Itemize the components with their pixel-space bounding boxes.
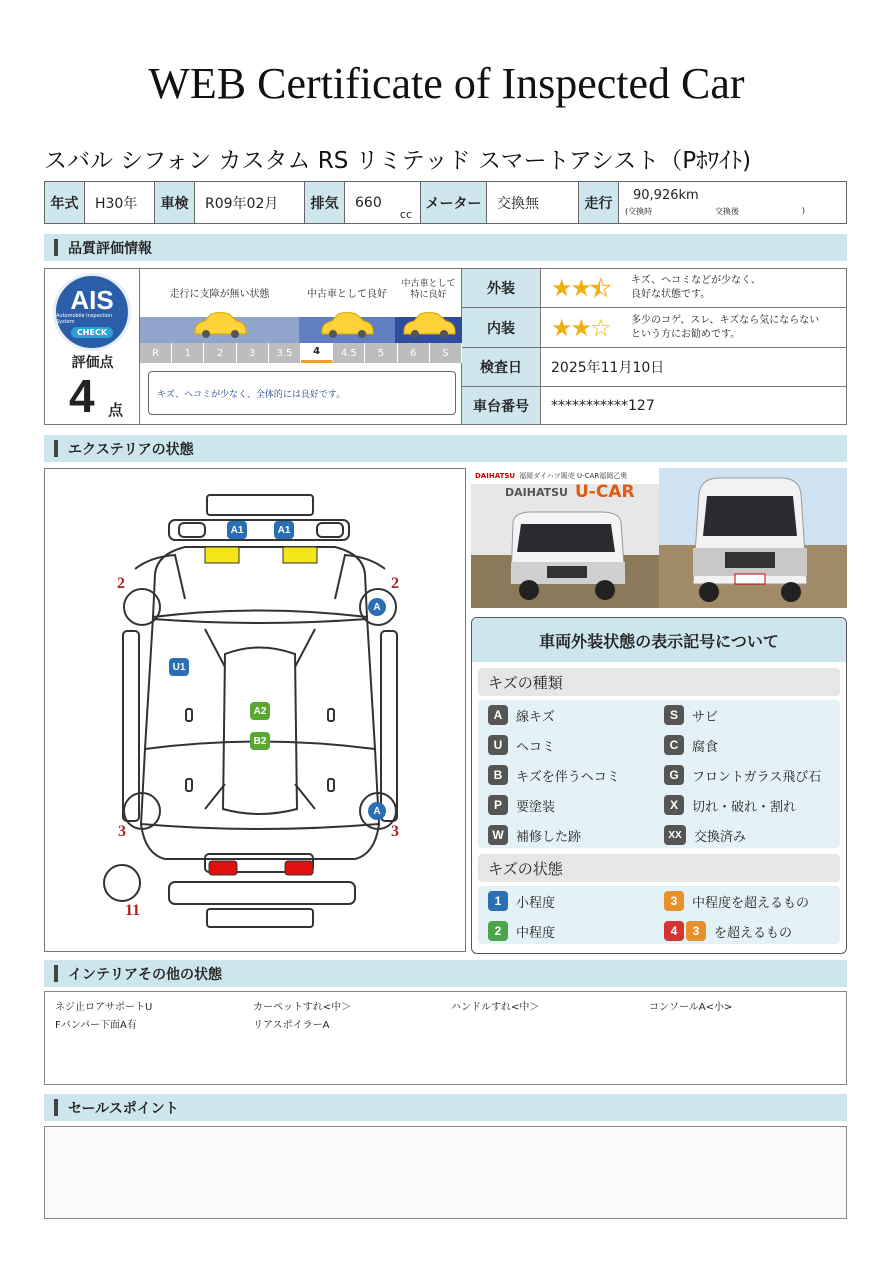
legend-state-item — [488, 920, 664, 942]
section-interior: インテリアその他の状態 — [44, 960, 847, 987]
interior-item: ハンドルすれ<中＞ — [451, 1002, 540, 1013]
damage-mark: A1 — [227, 521, 247, 539]
banner-brand: DAIHATSU — [475, 472, 516, 480]
photo-front — [659, 468, 847, 608]
score-value: 4 — [69, 370, 95, 422]
page-title: WEB Certificate of Inspected Car — [148, 59, 745, 108]
car-photos — [471, 468, 847, 608]
exterior-stars — [551, 276, 631, 300]
mileage-note-after: 交換後 — [715, 207, 739, 216]
legend-kind-label: キズを伴うヘコミ — [516, 769, 620, 785]
legend-code-badge: X — [664, 795, 684, 815]
spec-table — [44, 181, 847, 224]
car-icon — [191, 309, 249, 339]
section-quality: 品質評価情報 — [44, 234, 847, 261]
legend-kind-label: 腐食 — [692, 739, 719, 755]
ais-logo — [53, 273, 131, 351]
scale-col-ok — [140, 269, 299, 343]
exterior-note-line2: 良好な状態です。 — [631, 289, 711, 300]
legend-code-badge: C — [664, 735, 684, 755]
photo-front-left — [471, 468, 659, 608]
chassis-row — [462, 387, 847, 424]
legend-state-item — [664, 920, 840, 942]
star-icon: ★ — [551, 274, 571, 302]
interior-note-line2: という方にお勧めです。 — [631, 328, 741, 340]
legend-kind-label: フロントガラス飛び石 — [692, 769, 822, 785]
interior-label: 内装 — [462, 308, 541, 347]
grade-step: S — [430, 343, 462, 363]
damage-mark: A — [368, 598, 386, 616]
car-damage-diagram — [44, 468, 466, 952]
car-photo-icon — [685, 474, 815, 606]
banner-text: 福岡ダイハツ販売 U-CAR福岡乙奥 — [519, 472, 628, 480]
displacement-unit: cc — [399, 208, 412, 221]
exterior-note-line1: キズ、ヘコミなどが少なく、 — [631, 275, 761, 286]
legend-kind-item — [488, 704, 664, 726]
legend-kind-item — [664, 794, 840, 816]
legend-code-badge: B — [488, 765, 508, 785]
legend-kind-label: 補修した跡 — [516, 829, 582, 845]
date-value: 2025年11月10日 — [551, 360, 665, 376]
legend-states — [478, 886, 840, 944]
legend-code-badge: W — [488, 825, 508, 845]
damage-mark: B2 — [250, 732, 270, 750]
grade-step: 4.5 — [333, 343, 365, 363]
inspection-value: R09年02月 — [195, 182, 305, 223]
quality-table — [462, 269, 847, 424]
legend-level-badge: 1 — [488, 891, 508, 911]
mileage-note — [625, 206, 805, 217]
star-icon: ★ — [570, 274, 591, 302]
interior-item: カーペットすれ<中＞ — [253, 1002, 352, 1013]
scale-col-good — [299, 269, 395, 343]
legend-state-item — [664, 890, 840, 912]
scale-header-ok: 走行に支障が無い状態 — [169, 289, 270, 300]
scale-header-best: 中古車として特に良好 — [401, 279, 456, 300]
damage-legend — [471, 617, 847, 954]
star-icon: ★ — [590, 274, 610, 302]
legend-state-label: 中程度を超えるもの — [692, 895, 810, 911]
exterior-row — [462, 269, 847, 308]
section-sales: セールスポイント — [44, 1094, 847, 1121]
section-exterior: エクステリアの状態 — [44, 435, 847, 462]
meter-label: メーター — [421, 182, 487, 223]
grade-comment: キズ、ヘコミが少なく、全体的には良好です。 — [148, 371, 456, 415]
legend-state-title: キズの状態 — [478, 854, 840, 882]
legend-kind-item — [488, 764, 664, 786]
interior-item: コンソールA<小> — [649, 1002, 733, 1013]
legend-kind-label: 交換済み — [694, 829, 747, 845]
damage-mark: A — [368, 802, 386, 820]
score-unit: 点 — [108, 401, 124, 419]
mileage-note-exchange: (交換時 — [625, 207, 653, 216]
legend-kind-item — [488, 824, 664, 846]
legend-code-badge: G — [664, 765, 684, 785]
inspection-label: 車検 — [155, 182, 195, 223]
mileage-label: 走行 — [579, 182, 619, 223]
legend-code-badge: S — [664, 705, 684, 725]
damage-mark: A1 — [274, 521, 294, 539]
date-row — [462, 348, 847, 387]
legend-level-badge: 3 — [686, 921, 706, 941]
quality-panel — [44, 268, 847, 425]
legend-level-badge: 4 — [664, 921, 684, 941]
damage-number: 3 — [391, 823, 399, 840]
legend-kind-label: サビ — [692, 709, 719, 725]
interior-items — [55, 998, 845, 1031]
legend-level-badge: 2 — [488, 921, 508, 941]
meter-value: 交換無 — [487, 182, 579, 223]
year-label: 年式 — [45, 182, 85, 223]
interior-item: ネジ止ロアサポートU — [55, 1002, 153, 1013]
exterior-label: 外装 — [462, 269, 541, 307]
grade-step: 2 — [204, 343, 236, 363]
interior-panel — [44, 991, 847, 1085]
legend-state-item — [488, 890, 664, 912]
scale-header-good: 中古車として良好 — [307, 289, 387, 300]
damage-number: 2 — [117, 575, 125, 592]
chassis-label: 車台番号 — [462, 387, 541, 424]
interior-note — [631, 314, 819, 342]
displacement-cell — [345, 182, 421, 223]
car-icon — [400, 309, 458, 339]
sales-point-panel — [44, 1126, 847, 1219]
damage-mark: U1 — [169, 658, 189, 676]
legend-kind-label: 要塗装 — [516, 799, 556, 815]
legend-kind-item — [664, 704, 840, 726]
interior-item: Fバンパー下面A有 — [55, 1020, 137, 1031]
legend-kind-item — [664, 734, 840, 756]
ais-logo-small: Automobile Inspection System — [56, 312, 112, 325]
damage-mark: A2 — [250, 702, 270, 720]
star-icon: ★ — [551, 313, 571, 342]
legend-state-label: 中程度 — [516, 925, 556, 941]
legend-code-badge: XX — [664, 825, 686, 845]
star-icon: ☆ — [590, 313, 610, 342]
legend-level-badge: 3 — [664, 891, 684, 911]
chassis-value: ***********127 — [551, 397, 655, 414]
scale-col-best — [395, 269, 462, 343]
legend-code-badge: U — [488, 735, 508, 755]
grade-steps — [140, 343, 462, 363]
year-value: H30年 — [85, 182, 155, 223]
damage-number: 2 — [391, 575, 399, 592]
legend-state-label: 小程度 — [516, 895, 556, 911]
legend-kind-item — [488, 794, 664, 816]
mileage-note-close: ) — [801, 206, 805, 215]
grade-step: R — [140, 343, 172, 363]
legend-kind-item — [488, 734, 664, 756]
legend-state-label: を超えるもの — [714, 925, 793, 941]
grade-step: 6 — [398, 343, 430, 363]
legend-title: 車両外装状態の表示記号について — [472, 618, 846, 662]
car-icon — [318, 309, 376, 339]
ais-logo-text: AIS — [70, 284, 114, 315]
mileage-value: 90,926km — [633, 188, 699, 203]
displacement-value: 660 — [355, 194, 382, 211]
legend-kind-label: ヘコミ — [516, 739, 556, 755]
interior-item: リアスポイラーA — [253, 1020, 330, 1031]
grade-scale — [140, 269, 462, 424]
date-label: 検査日 — [462, 348, 541, 386]
legend-kind-title: キズの種類 — [478, 668, 840, 696]
sign-ucar: U-CAR — [575, 482, 635, 502]
damage-number: 11 — [125, 902, 141, 919]
grade-step: 3 — [237, 343, 269, 363]
legend-kind-item — [664, 764, 840, 786]
car-name: スバル シフォン カスタム RS リミテッド スマートアシスト（Pﾎﾜｲﾄ) — [44, 148, 752, 174]
grade-step: 1 — [172, 343, 204, 363]
damage-number: 3 — [118, 823, 126, 840]
legend-code-badge: P — [488, 795, 508, 815]
ais-box — [45, 269, 140, 424]
grade-step: 5 — [365, 343, 397, 363]
displacement-label: 排気 — [305, 182, 345, 223]
grade-step: 3.5 — [269, 343, 301, 363]
score-label: 評価点 — [71, 355, 114, 371]
legend-kind-item — [664, 824, 840, 846]
interior-stars — [551, 313, 631, 342]
sign-brand: DAIHATSU — [505, 486, 568, 499]
star-icon: ★ — [570, 313, 591, 342]
legend-kinds — [478, 700, 840, 848]
car-photo-icon — [501, 504, 631, 602]
legend-kind-label: 線キズ — [516, 709, 555, 725]
ais-check-badge: CHECK — [71, 327, 113, 338]
mileage-cell — [619, 182, 846, 223]
grade-step: 4 — [301, 343, 333, 363]
exterior-note — [631, 274, 761, 302]
interior-note-line1: 多少のコゲ、スレ、キズなら気にならない — [631, 314, 820, 326]
legend-kind-label: 切れ・破れ・割れ — [692, 799, 797, 815]
interior-row — [462, 308, 847, 348]
legend-code-badge: A — [488, 705, 508, 725]
